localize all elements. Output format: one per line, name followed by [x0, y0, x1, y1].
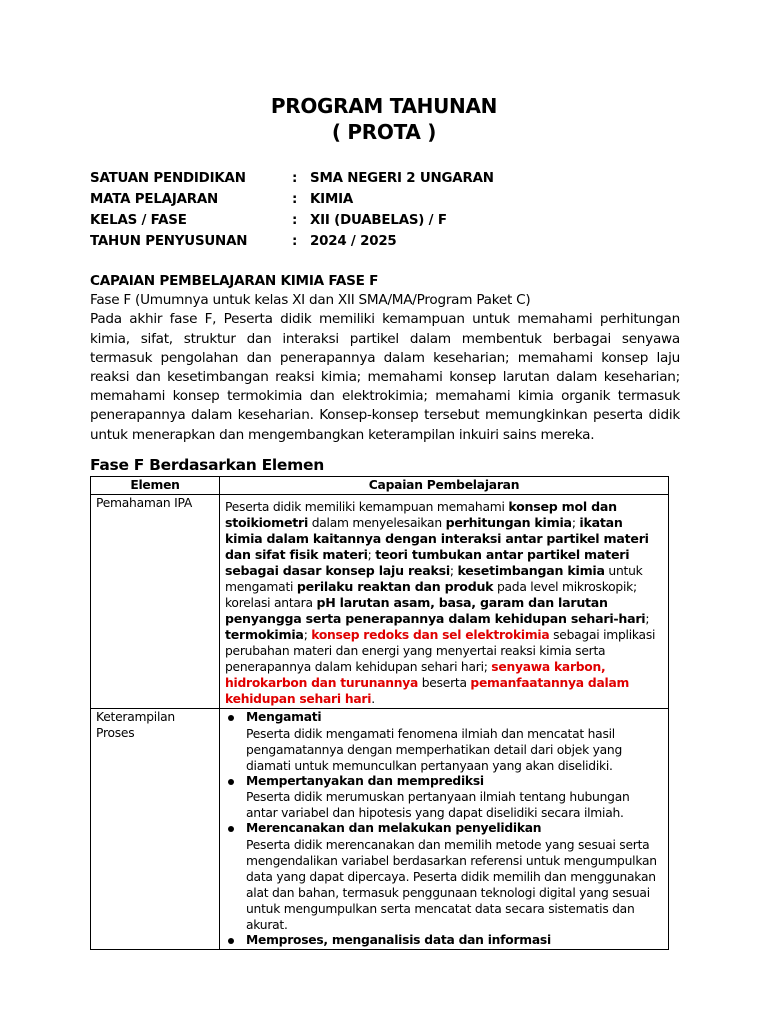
- process-list: [225, 710, 663, 948]
- text-run: .: [371, 692, 375, 706]
- capaian-heading: CAPAIAN PEMBELAJARAN KIMIA FASE F: [90, 273, 379, 289]
- text-run: dalam menyelesaikan: [308, 516, 446, 530]
- identity-row: [90, 210, 690, 231]
- list-item: [225, 774, 663, 822]
- highlighted-term: konsep redoks dan sel elektrokimia: [311, 628, 550, 642]
- text-run: Peserta didik memiliki kemampuan memahami: [225, 500, 509, 514]
- item-description: Peserta didik merumuskan pertanyaan ilmiah tentang hubungan antar variabel dan hipotesis yang dapat diselidiki secara ilmiah.: [246, 790, 630, 820]
- capaian-paragraph: Pada akhir fase F, Peserta didik memiliki kemampuan untuk memahami perhitungan kimia, sifat, struktur dan interaksi partikel dalam membentuk berbagai senyawa termasuk pengolahan dan penerapannya dalam keseharian; memahami konsep laju reaksi dan kesetimbangan reaksi kimia; memahami konsep larutan dalam keseharian; memahami konsep termokimia dan elektrokimia; memahami kimia organik termasuk penerapannya dalam keseharian. Konsep-konsep tersebut memungkinkan peserta didik untuk menerapkan dan mengembangkan keterampilan inkuiri sains mereka.: [90, 311, 680, 443]
- identity-value: 2024 / 2025: [310, 234, 397, 249]
- item-title: Mempertanyakan dan memprediksi: [246, 773, 484, 788]
- identity-value: KIMIA: [310, 192, 354, 207]
- element-cell: [91, 709, 220, 950]
- identity-separator: :: [292, 171, 298, 186]
- identity-value: XII (DUABELAS) / F: [310, 213, 447, 228]
- elemen-table: [90, 476, 669, 950]
- bold-term: ikatan kimia dalam kaitannya dengan interaksi antar partikel materi dan sifat fisik materi: [225, 515, 649, 562]
- page-title: PROGRAM TAHUNAN: [270, 94, 498, 118]
- identity-row: [90, 189, 690, 210]
- list-item: [225, 821, 663, 933]
- bold-term: perilaku reaktan dan produk: [296, 579, 494, 594]
- identity-value: SMA NEGERI 2 UNGARAN: [310, 171, 494, 186]
- identity-row: [90, 168, 690, 189]
- identity-key: MATA PELAJARAN: [90, 192, 219, 207]
- item-title: Mengamati: [246, 710, 322, 724]
- table-row: [91, 709, 669, 950]
- text-run: untuk mengamati: [225, 564, 643, 594]
- identity-separator: :: [292, 234, 298, 249]
- column-header-elemen: Elemen: [91, 477, 220, 495]
- identity-key: SATUAN PENDIDIKAN: [90, 171, 246, 186]
- text-run: beserta: [418, 676, 471, 690]
- identity-key: KELAS / FASE: [90, 213, 187, 228]
- capaian-cell: [220, 709, 669, 950]
- capaian-subline: Fase F (Umumnya untuk kelas XI dan XII SMA/MA/Program Paket C): [90, 292, 531, 309]
- bold-term: pH larutan asam, basa, garam dan larutan penyangga serta penerapannya dalam kehidupan sehari-hari: [225, 595, 646, 626]
- text-run: ;: [449, 564, 458, 578]
- text-run: ;: [367, 548, 376, 562]
- section-title: Fase F Berdasarkan Elemen: [90, 456, 324, 474]
- page-subtitle: ( PROTA ): [331, 120, 437, 144]
- text-run: sebagai implikasi perubahan materi dan energi yang menyertai reaksi kimia serta penerapannya dalam kehidupan sehari hari;: [225, 628, 656, 674]
- bullet-icon: [228, 826, 234, 832]
- item-title: Merencanakan dan melakukan penyelidikan: [246, 821, 542, 835]
- item-description: Peserta didik mengamati fenomena ilmiah dan mencatat hasil pengamatannya dengan memperhatikan detail dari objek yang diamati untuk memunculkan pertanyaan yang akan diselidiki.: [246, 726, 623, 773]
- capaian-rich-text: [225, 499, 663, 707]
- element-cell: [91, 495, 220, 709]
- text-run: ;: [571, 516, 580, 530]
- text-run: pada level mikroskopik; korelasi antara: [225, 580, 637, 610]
- text-run: ;: [645, 612, 650, 626]
- highlighted-term: pemanfaatannya dalam kehidupan sehari hari: [225, 676, 630, 706]
- element-name: Pemahaman IPA: [96, 496, 193, 510]
- identity-separator: :: [292, 192, 298, 207]
- highlighted-term: senyawa karbon, hidrokarbon dan turunannya: [225, 660, 606, 690]
- element-name: Keterampilan Proses: [96, 710, 175, 740]
- capaian-section: [90, 272, 680, 445]
- bold-term: termokimia: [225, 627, 304, 642]
- list-item: [225, 710, 663, 774]
- text-run: ;: [303, 628, 312, 642]
- table-row: [91, 495, 669, 709]
- bold-term: kesetimbangan kimia: [457, 563, 605, 578]
- item-title: Memproses, menganalisis data dan informasi: [246, 932, 551, 947]
- bullet-icon: [228, 938, 234, 944]
- item-description: Peserta didik merencanakan dan memilih metode yang sesuai serta mengendalikan variabel berdasarkan referensi untuk mengumpulkan data yang dapat dipercaya. Peserta didik memilih dan menggunakan alat dan bahan, termasuk penggunaan teknologi digital yang sesuai untuk mengumpulkan serta mencatat data secara sistematis dan akurat.: [246, 837, 657, 932]
- identity-key: TAHUN PENYUSUNAN: [90, 234, 248, 249]
- bold-term: perhitungan kimia: [445, 515, 572, 530]
- bold-term: teori tumbukan antar partikel materi sebagai dasar konsep laju reaksi: [225, 547, 630, 578]
- list-item: [225, 933, 663, 949]
- capaian-cell: [220, 495, 669, 709]
- bold-term: konsep mol dan stoikiometri: [225, 499, 617, 530]
- table-header-row: [91, 477, 669, 495]
- identity-separator: :: [292, 213, 298, 228]
- identity-row: [90, 231, 690, 252]
- bullet-icon: [228, 779, 234, 785]
- bullet-icon: [228, 715, 234, 721]
- column-header-capaian: Capaian Pembelajaran: [220, 477, 669, 495]
- identity-block: [90, 168, 690, 252]
